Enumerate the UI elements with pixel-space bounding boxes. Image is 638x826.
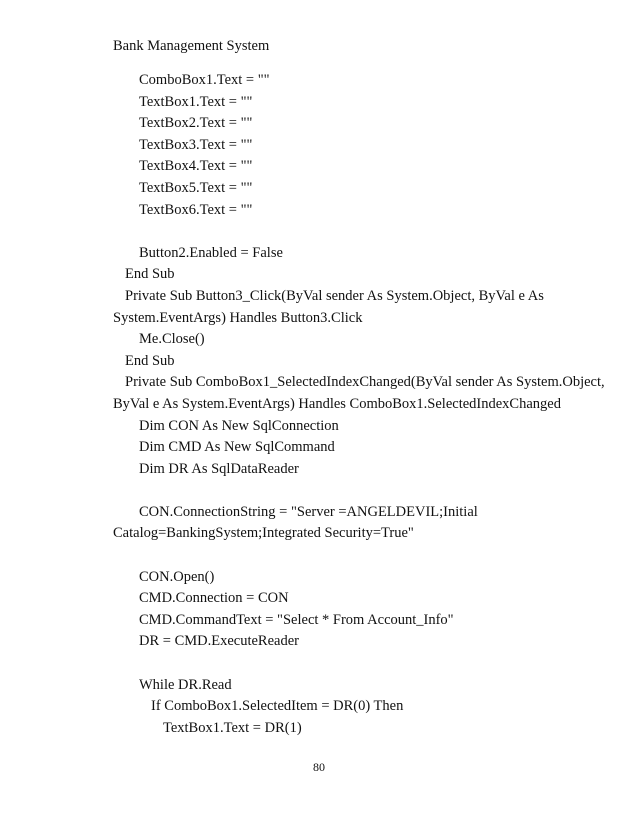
code-line: Me.Close() [139,331,205,348]
code-line: ByVal e As System.EventArgs) Handles ComboBox1.SelectedIndexChanged [113,395,561,412]
code-line: ComboBox1.Text = "" [139,72,270,88]
code-line: Private Sub Button3_Click(ByVal sender As System.Object, ByVal e As [125,287,544,304]
code-line: CMD.CommandText = "Select * From Account_Info" [139,611,454,628]
code-line: TextBox1.Text = "" [139,93,253,110]
code-line: CMD.Connection = CON [139,590,289,607]
code-line: End Sub [125,266,175,283]
code-line: System.EventArgs) Handles Button3.Click [113,309,363,326]
blank-line [113,480,583,502]
blank-line [113,221,583,243]
code-line: End Sub [125,352,175,369]
code-line: Dim DR As SqlDataReader [139,460,299,477]
code-line: TextBox4.Text = "" [139,158,253,175]
code-line: CON.Open() [139,568,215,585]
code-line: TextBox1.Text = DR(1) [163,719,302,736]
code-line: TextBox3.Text = "" [139,136,253,153]
code-line: While DR.Read [139,676,232,693]
code-line: CON.ConnectionString = "Server =ANGELDEVIL;Initial [139,503,478,520]
code-line: TextBox5.Text = "" [139,179,253,196]
page-header: Bank Management System [113,38,270,54]
code-line: Dim CMD As New SqlCommand [139,439,335,456]
code-listing [113,70,605,739]
blank-line [113,653,583,675]
code-line: If ComboBox1.SelectedItem = DR(0) Then [151,698,404,715]
code-line: TextBox6.Text = "" [139,201,253,218]
blank-line [113,545,583,567]
page-number: 80 [313,760,325,774]
code-line: TextBox2.Text = "" [139,115,253,132]
code-line: Private Sub ComboBox1_SelectedIndexChanged(ByVal sender As System.Object, [125,374,605,391]
code-line: Button2.Enabled = False [139,244,283,261]
code-line: Dim CON As New SqlConnection [139,417,339,434]
code-line: DR = CMD.ExecuteReader [139,633,299,650]
code-line: Catalog=BankingSystem;Integrated Security=True" [113,525,414,542]
